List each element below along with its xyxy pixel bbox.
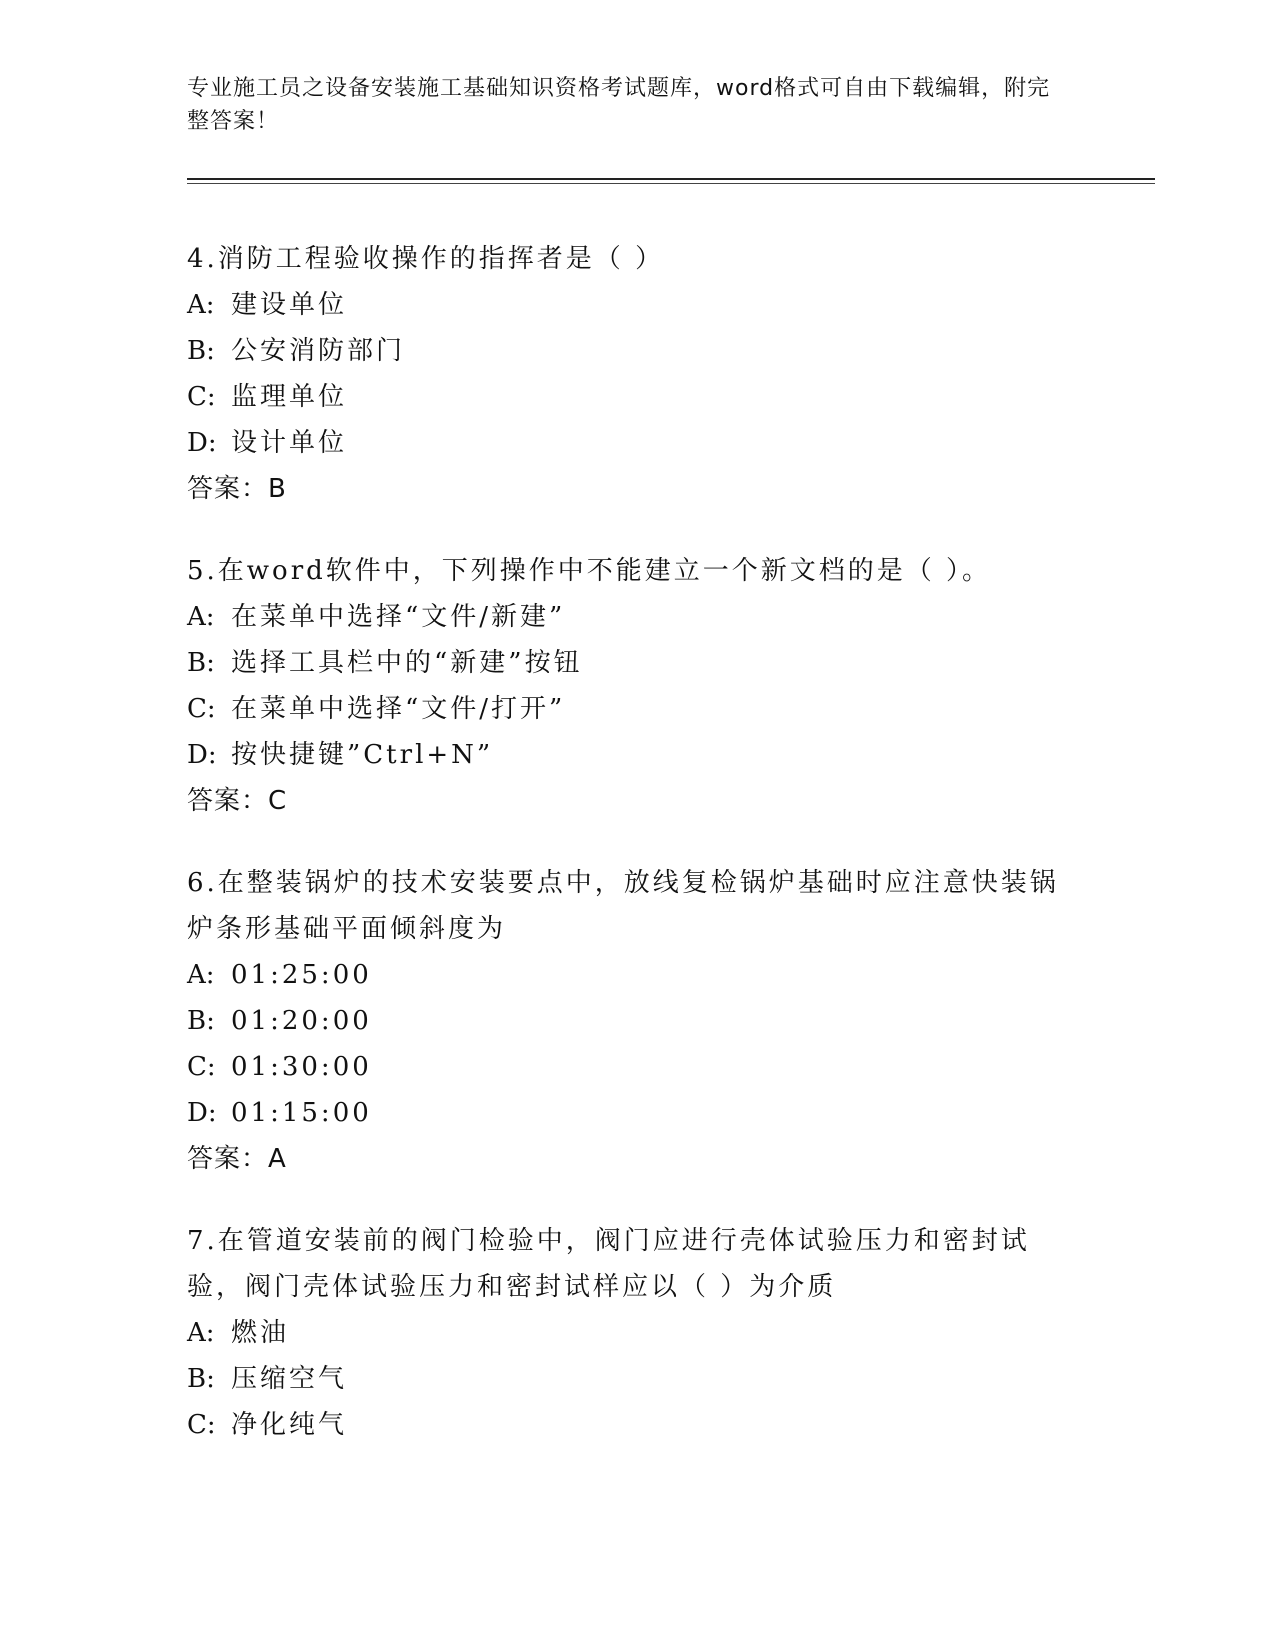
option-letter: C: bbox=[187, 1410, 216, 1440]
option-text: 按快捷键”Ctrl+N” bbox=[231, 740, 494, 770]
option-a bbox=[187, 282, 1067, 328]
option-letter: A: bbox=[187, 602, 215, 632]
option-letter: B: bbox=[187, 336, 215, 366]
answer-line: 答案：C bbox=[187, 786, 288, 816]
header-rule-thick bbox=[187, 178, 1155, 180]
option-a bbox=[187, 952, 1067, 998]
option-b bbox=[187, 998, 1067, 1044]
option-text: 燃油 bbox=[231, 1318, 290, 1348]
option-c bbox=[187, 1402, 1067, 1448]
option-d bbox=[187, 732, 1067, 778]
option-text: 净化纯气 bbox=[231, 1410, 348, 1440]
question-text: 7.在管道安装前的阀门检验中，阀门应进行壳体试验压力和密封试验，阀门壳体试验压力和密封试样应以（ ）为介质 bbox=[187, 1226, 1030, 1302]
option-text: 在菜单中选择“文件/新建” bbox=[231, 602, 566, 632]
option-letter: C: bbox=[187, 1052, 216, 1082]
option-d bbox=[187, 420, 1067, 466]
option-letter: D: bbox=[187, 740, 217, 770]
question-text: 5.在word软件中，下列操作中不能建立一个新文档的是（ ）。 bbox=[187, 556, 992, 586]
option-letter: B: bbox=[187, 1006, 215, 1036]
option-letter: B: bbox=[187, 648, 215, 678]
option-letter: C: bbox=[187, 694, 216, 724]
option-letter: B: bbox=[187, 1364, 215, 1394]
option-a bbox=[187, 594, 1067, 640]
option-text: 建设单位 bbox=[231, 290, 348, 320]
question-4 bbox=[187, 236, 1067, 512]
question-5 bbox=[187, 548, 1067, 824]
question-7 bbox=[187, 1218, 1067, 1448]
option-text: 公安消防部门 bbox=[231, 336, 406, 366]
option-letter: D: bbox=[187, 1098, 217, 1128]
answer-line: 答案：A bbox=[187, 1144, 287, 1174]
option-letter: A: bbox=[187, 290, 215, 320]
question-text: 4.消防工程验收操作的指挥者是（ ） bbox=[187, 244, 665, 274]
option-text: 在菜单中选择“文件/打开” bbox=[231, 694, 566, 724]
option-text: 压缩空气 bbox=[231, 1364, 348, 1394]
option-c bbox=[187, 686, 1067, 732]
option-text: 01:15:00 bbox=[231, 1098, 372, 1128]
option-text: 监理单位 bbox=[231, 382, 348, 412]
option-text: 01:30:00 bbox=[231, 1052, 372, 1082]
option-d bbox=[187, 1090, 1067, 1136]
option-letter: C: bbox=[187, 382, 216, 412]
option-b bbox=[187, 1356, 1067, 1402]
option-c bbox=[187, 374, 1067, 420]
option-text: 选择工具栏中的“新建”按钮 bbox=[231, 648, 583, 678]
option-text: 01:20:00 bbox=[231, 1006, 372, 1036]
option-letter: A: bbox=[187, 1318, 215, 1348]
question-list bbox=[187, 236, 1067, 1484]
option-letter: D: bbox=[187, 428, 217, 458]
option-letter: A: bbox=[187, 960, 215, 990]
question-text: 6.在整装锅炉的技术安装要点中，放线复检锅炉基础时应注意快装锅炉条形基础平面倾斜度为 bbox=[187, 868, 1059, 944]
answer-line: 答案：B bbox=[187, 474, 287, 504]
option-a bbox=[187, 1310, 1067, 1356]
header-rule-thin bbox=[187, 183, 1155, 184]
option-b bbox=[187, 640, 1067, 686]
option-text: 01:25:00 bbox=[231, 960, 372, 990]
option-text: 设计单位 bbox=[231, 428, 348, 458]
option-b bbox=[187, 328, 1067, 374]
document-header: 专业施工员之设备安装施工基础知识资格考试题库，word格式可自由下载编辑，附完整答案！ bbox=[187, 76, 1051, 134]
question-6 bbox=[187, 860, 1067, 1182]
option-c bbox=[187, 1044, 1067, 1090]
